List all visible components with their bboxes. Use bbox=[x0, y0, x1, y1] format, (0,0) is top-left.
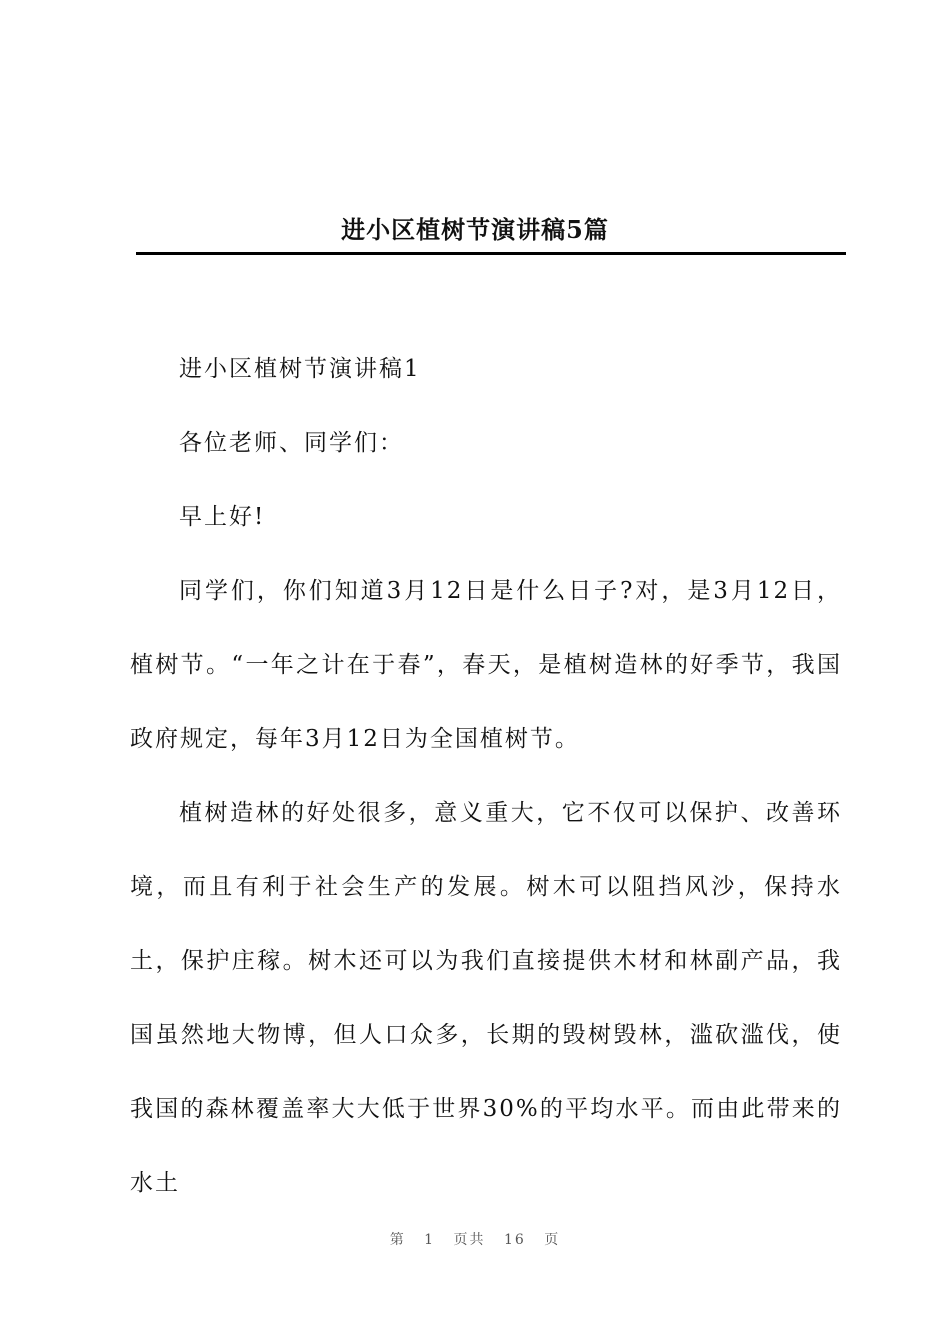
document-title: 进小区植树节演讲稿5篇 bbox=[341, 215, 609, 245]
title-divider bbox=[136, 252, 846, 255]
salutation: 各位老师、同学们： bbox=[179, 430, 404, 456]
footer-total-pages: 16 bbox=[504, 1232, 526, 1248]
greeting: 早上好! bbox=[179, 504, 266, 530]
section-heading: 进小区植树节演讲稿1 bbox=[179, 356, 421, 382]
page-footer bbox=[0, 1228, 950, 1252]
footer-current-page: 1 bbox=[424, 1232, 436, 1248]
footer-label-page: 第 bbox=[389, 1232, 406, 1248]
body-paragraph-2: 植树造林的好处很多，意义重大，它不仅可以保护、改善环境，而且有利于社会生产的发展。树木可以阻挡风沙，保持水土，保护庄稼。树木还可以为我们直接提供木材和林副产品，我国虽然地大物博，但人口众多，长期的毁树毁林，滥砍滥伐，使我国的森林覆盖率大大低于世界30%的平均水平。而由此带来的水土 bbox=[130, 800, 842, 1196]
footer-label-page-end: 页 bbox=[544, 1232, 561, 1248]
footer-label-page-of: 页共 bbox=[453, 1232, 486, 1248]
body-paragraph-1: 同学们，你们知道3月12日是什么日子?对，是3月12日，植树节。“一年之计在于春”，春天，是植树造林的好季节，我国政府规定，每年3月12日为全国植树节。 bbox=[130, 578, 842, 752]
